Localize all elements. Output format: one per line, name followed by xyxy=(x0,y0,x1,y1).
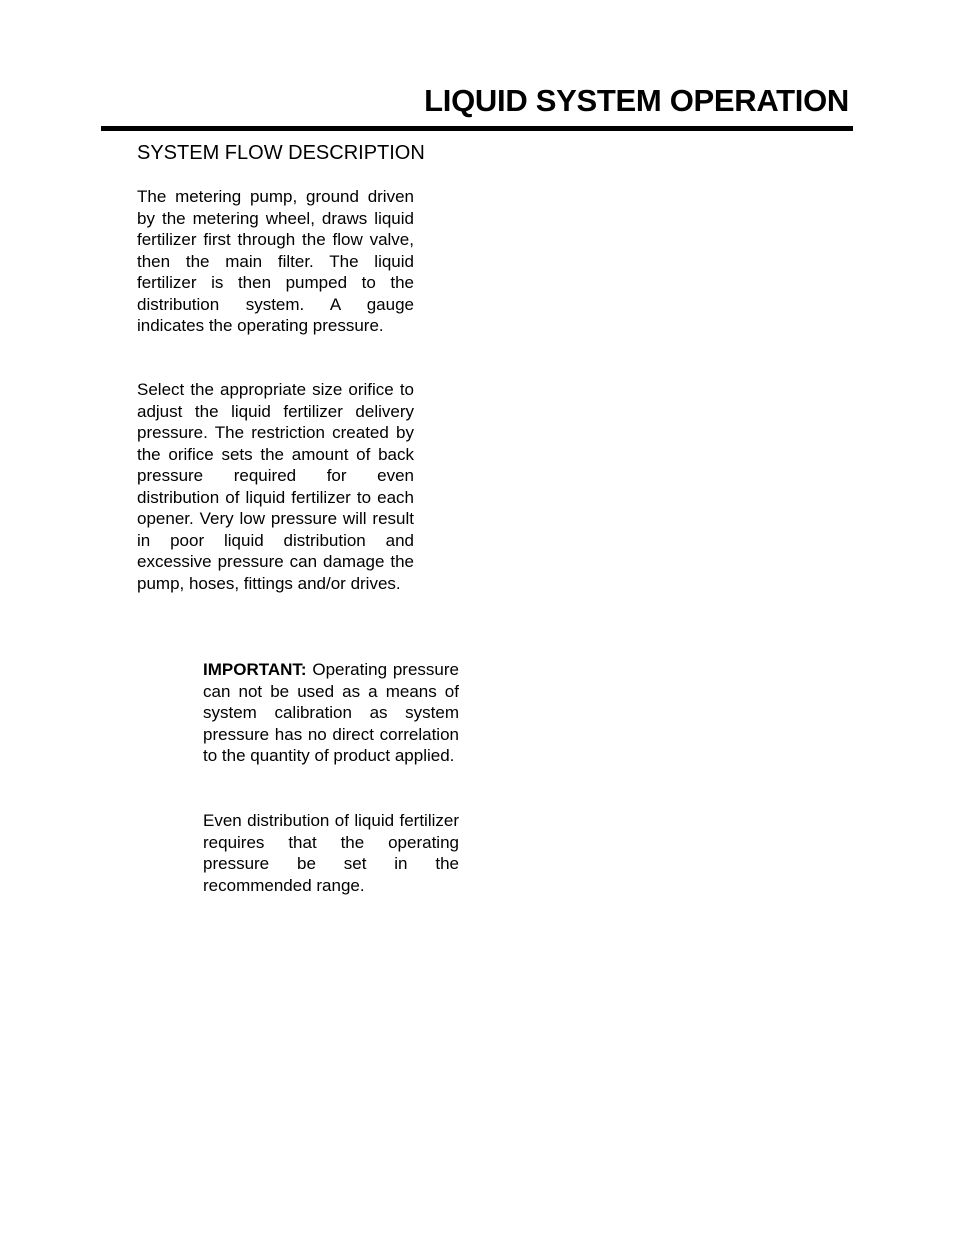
title-divider xyxy=(101,126,853,131)
important-text: Operating pressure can not be used as a means of system calibration as system pressure has no direct correlation to the quantity of product applied. xyxy=(203,660,459,765)
page-title: LIQUID SYSTEM OPERATION xyxy=(424,83,849,118)
section-heading: SYSTEM FLOW DESCRIPTION xyxy=(137,142,425,164)
important-note xyxy=(203,659,459,767)
important-label: IMPORTANT: xyxy=(203,660,307,679)
flow-description-paragraph: The metering pump, ground driven by the metering wheel, draws liquid fertilizer first through the flow valve, then the main filter. The liquid fertilizer is then pumped to the distribution system. A gauge indicates the operating pressure. xyxy=(137,187,414,335)
important-followup: Even distribution of liquid fertilizer requires that the operating pressure be set in the recommended range. xyxy=(203,811,459,895)
orifice-paragraph: Select the appropriate size orifice to adjust the liquid fertilizer delivery pressure. The restriction created by the orifice sets the amount of back pressure required for even distribution of liquid fertilizer to each opener. Very low pressure will result in poor liquid distribution and excessive pressure can damage the pump, hoses, fittings and/or drives. xyxy=(137,380,414,593)
